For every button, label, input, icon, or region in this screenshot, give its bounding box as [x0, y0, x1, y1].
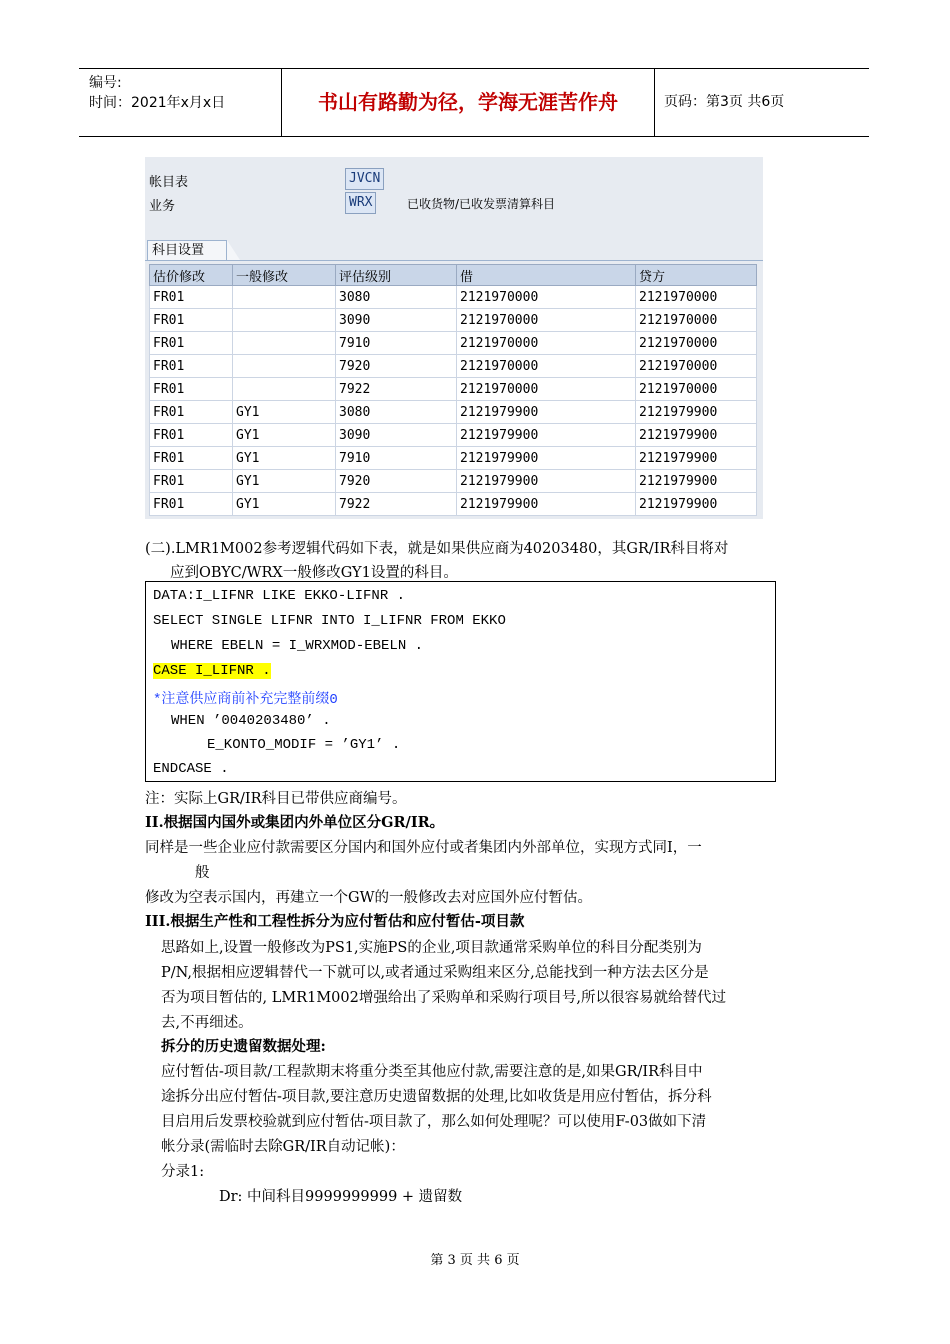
table-row[interactable]: [150, 401, 757, 424]
table-cell[interactable]: 2121970000: [636, 355, 757, 378]
table-cell[interactable]: 3080: [336, 401, 457, 424]
table-cell[interactable]: FR01: [150, 378, 233, 401]
col-general-modif[interactable]: 一般修改: [233, 265, 336, 286]
table-cell[interactable]: FR01: [150, 447, 233, 470]
table-cell[interactable]: 2121970000: [457, 286, 636, 309]
section2-line1: (二).LMR1M002参考逻辑代码如下表，就是如果供应商为40203480，其GR/IR科目将对: [145, 541, 729, 557]
table-cell[interactable]: 2121979900: [457, 470, 636, 493]
table-cell[interactable]: [233, 378, 336, 401]
code-line: E_KONTO_MODIF = ’GY1’ .: [207, 737, 401, 753]
header-page-label: 页码：第3页 共6页: [664, 94, 785, 110]
code-line-highlight: [153, 663, 271, 679]
table-cell[interactable]: 7922: [336, 378, 457, 401]
table-cell[interactable]: [233, 309, 336, 332]
table-cell[interactable]: 2121979900: [636, 401, 757, 424]
page-footer: 第 3 页 共 6 页: [430, 1253, 520, 1268]
table-cell[interactable]: 7920: [336, 355, 457, 378]
history-subtitle: 拆分的历史遗留数据处理:: [161, 1038, 326, 1055]
table-cell[interactable]: 3090: [336, 309, 457, 332]
table-cell[interactable]: GY1: [233, 470, 336, 493]
table-cell[interactable]: GY1: [233, 493, 336, 516]
table-row[interactable]: [150, 332, 757, 355]
table-cell[interactable]: 2121970000: [636, 332, 757, 355]
col-credit[interactable]: 贷方: [636, 265, 757, 286]
table-cell[interactable]: 2121979900: [457, 424, 636, 447]
transaction-field[interactable]: WRX: [345, 192, 376, 214]
code-comment: *注意供应商前补充完整前缀0: [153, 692, 338, 708]
table-cell[interactable]: 7910: [336, 332, 457, 355]
transaction-description: 已收货物/已收发票清算科目: [407, 197, 556, 211]
history-paragraph: 途拆分出应付暂估-项目款,要注意历史遗留数据的处理,比如收货是用应付暂估，拆分科: [161, 1089, 712, 1105]
section2-line2: 应到OBYC/WRX一般修改GY1设置的科目。: [170, 565, 458, 581]
table-cell[interactable]: 7922: [336, 493, 457, 516]
tab-account-assignment[interactable]: 科目设置: [147, 240, 227, 260]
entry-debit-line: Dr: 中间科目9999999999 + 遗留数: [219, 1189, 463, 1205]
code-highlight: CASE I_LIFNR .: [153, 663, 271, 679]
table-cell[interactable]: 2121970000: [457, 355, 636, 378]
table-cell[interactable]: 7920: [336, 470, 457, 493]
table-cell[interactable]: FR01: [150, 355, 233, 378]
table-row[interactable]: [150, 493, 757, 516]
table-cell[interactable]: 2121970000: [457, 332, 636, 355]
table-cell[interactable]: FR01: [150, 424, 233, 447]
table-cell[interactable]: GY1: [233, 424, 336, 447]
table-cell[interactable]: 2121970000: [457, 378, 636, 401]
table-cell[interactable]: 2121979900: [636, 493, 757, 516]
table-cell[interactable]: 2121970000: [457, 309, 636, 332]
table-row[interactable]: [150, 470, 757, 493]
history-paragraph: 帐分录(需临时去除GR/IR自动记帐)：: [161, 1139, 405, 1155]
table-cell[interactable]: 3090: [336, 424, 457, 447]
table-row[interactable]: [150, 378, 757, 401]
table-cell[interactable]: 2121970000: [636, 286, 757, 309]
note-text: 注：实际上GR/IR科目已带供应商编号。: [145, 791, 407, 807]
table-cell[interactable]: FR01: [150, 493, 233, 516]
chart-of-accounts-label: 帐目表: [149, 175, 189, 190]
code-line: WHERE EBELN = I_WRXMOD-EBELN .: [171, 638, 424, 654]
table-cell[interactable]: 2121979900: [457, 493, 636, 516]
table-cell[interactable]: 2121970000: [636, 309, 757, 332]
history-paragraph: 目启用后发票校验就到应付暂估-项目款了，那么如何处理呢？可以使用F-03做如下清: [161, 1114, 707, 1130]
page-header: [79, 68, 869, 137]
tab-strip: [145, 240, 763, 261]
section-iii-paragraph: 思路如上,设置一般修改为PS1,实施PS的企业,项目款通常采购单位的科目分配类别为: [161, 940, 702, 956]
grid-header-row: [150, 265, 757, 286]
table-cell[interactable]: FR01: [150, 470, 233, 493]
sap-screenshot: [145, 157, 763, 519]
table-cell[interactable]: 2121979900: [636, 424, 757, 447]
header-left-cell: [79, 69, 282, 136]
section-iii-paragraph: P/N,根据相应逻辑替代一下就可以,或者通过采购组来区分,总能找到一种方法去区分是: [161, 965, 709, 981]
doc-date-label: 时间：2021年x月x日: [89, 95, 226, 111]
col-valuation-class[interactable]: 评估级别: [336, 265, 457, 286]
table-cell[interactable]: 2121970000: [636, 378, 757, 401]
table-cell[interactable]: 2121979900: [636, 447, 757, 470]
entry-label: 分录1:: [161, 1164, 205, 1180]
table-cell[interactable]: FR01: [150, 401, 233, 424]
table-cell[interactable]: 2121979900: [457, 401, 636, 424]
section-iii-title: III.根据生产性和工程性拆分为应付暂估和应付暂估-项目款: [145, 913, 525, 930]
code-line: WHEN ’0040203480’ .: [171, 713, 331, 729]
table-cell[interactable]: 3080: [336, 286, 457, 309]
code-line: DATA:I_LIFNR LIKE EKKO-LIFNR .: [153, 588, 406, 604]
section-ii-paragraph: 修改为空表示国内，再建立一个GW的一般修改去对应国外应付暂估。: [145, 890, 592, 906]
table-cell[interactable]: FR01: [150, 309, 233, 332]
table-cell[interactable]: 2121979900: [457, 447, 636, 470]
account-grid: [149, 264, 757, 516]
section-ii-title: II.根据国内国外或集团内外单位区分GR/IR。: [145, 814, 445, 831]
code-block: [145, 581, 776, 782]
table-cell[interactable]: GY1: [233, 401, 336, 424]
transaction-label: 业务: [149, 199, 176, 214]
section-iii-paragraph: 否为项目暂估的, LMR1M002增强给出了采购单和采购行项目号,所以很容易就给替代过: [161, 990, 726, 1006]
section-iii-paragraph: 去,不再细述。: [161, 1015, 253, 1031]
header-motto: 书山有路勤为径，学海无涯苦作舟: [282, 69, 655, 136]
table-cell[interactable]: [233, 355, 336, 378]
history-paragraph: 应付暂估-项目款/工程款期末将重分类至其他应付款,需要注意的是,如果GR/IR科目中: [161, 1064, 703, 1080]
table-row[interactable]: [150, 309, 757, 332]
table-cell[interactable]: FR01: [150, 286, 233, 309]
code-line: ENDCASE .: [153, 761, 229, 777]
col-debit[interactable]: 借: [457, 265, 636, 286]
table-cell[interactable]: [233, 332, 336, 355]
table-cell[interactable]: 7910: [336, 447, 457, 470]
chart-of-accounts-field[interactable]: JVCN: [345, 168, 384, 190]
table-row[interactable]: [150, 286, 757, 309]
table-cell[interactable]: [233, 286, 336, 309]
col-valuation-modif[interactable]: 估价修改: [150, 265, 233, 286]
table-cell[interactable]: FR01: [150, 332, 233, 355]
table-cell[interactable]: 2121979900: [636, 470, 757, 493]
code-line: SELECT SINGLE LIFNR INTO I_LIFNR FROM EKKO: [153, 613, 506, 629]
section-ii-paragraph: 般: [195, 865, 210, 881]
table-row[interactable]: [150, 447, 757, 470]
table-row[interactable]: [150, 424, 757, 447]
table-cell[interactable]: GY1: [233, 447, 336, 470]
doc-number-label: 编号:: [89, 75, 122, 91]
section-ii-paragraph: 同样是一些企业应付款需要区分国内和国外应付或者集团内外部单位，实现方式同I，一: [145, 840, 702, 856]
table-row[interactable]: [150, 355, 757, 378]
